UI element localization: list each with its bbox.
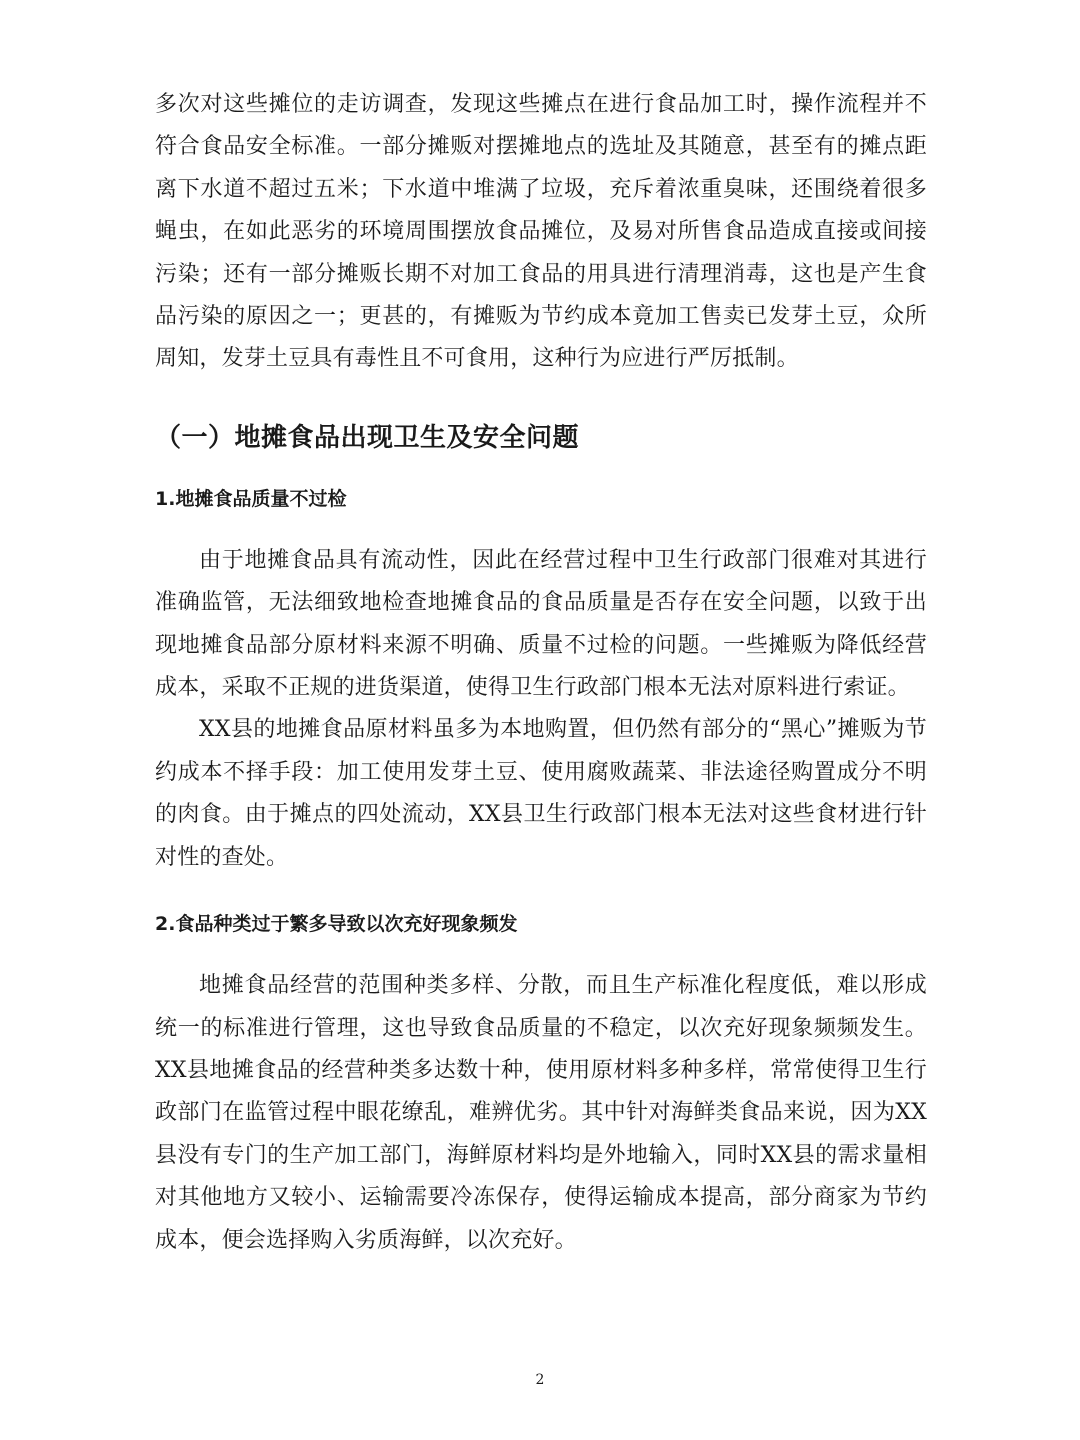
subsection-heading-1: 1.地摊食品质量不过检	[155, 487, 347, 510]
section-heading: （一）地摊食品出现卫生及安全问题	[155, 422, 580, 453]
page-number: 2	[535, 1372, 545, 1388]
subsection-heading-2: 2.食品种类过于繁多导致以次充好现象频发	[155, 913, 518, 936]
subsection-1-paragraph-1: 由于地摊食品具有流动性，因此在经营过程中卫生行政部门很难对其进行准确监管，无法细致地检查地摊食品的食品质量是否存在安全问题，以致于出现地摊食品部分原材料来源不明确、质量不过检的问题。一些摊贩为降低经营成本，采取不正规的进货渠道，使得卫生行政部门根本无法对原料进行索证。	[155, 547, 927, 701]
subsection-2-paragraph-1: 地摊食品经营的范围种类多样、分散，而且生产标准化程度低，难以形成统一的标准进行管理，这也导致食品质量的不稳定，以次充好现象频频发生。XX县地摊食品的经营种类多达数十种，使用原材料多种多样，常常使得卫生行政部门在监管过程中眼花缭乱，难辨优劣。其中针对海鲜类食品来说，因为XX县没有专门的生产加工部门，海鲜原材料均是外地输入，同时XX县的需求量相对其他地方又较小、运输需要冷冻保存，使得运输成本提高，部分商家为节约成本，便会选择购入劣质海鲜，以次充好。	[155, 973, 927, 1253]
subsection-1-paragraph-2: XX县的地摊食品原材料虽多为本地购置，但仍然有部分的“黑心”摊贩为节约成本不择手段：加工使用发芽土豆、使用腐败蔬菜、非法途径购置成分不明的肉食。由于摊点的四处流动，XX县卫生行政部门根本无法对这些食材进行针对性的查处。	[155, 717, 927, 870]
intro-paragraph: 多次对这些摊位的走访调查，发现这些摊点在进行食品加工时，操作流程并不符合食品安全标准。一部分摊贩对摆摊地点的选址及其随意，甚至有的摊点距离下水道不超过五米；下水道中堆满了垃圾，充斥着浓重臭味，还围绕着很多蝇虫，在如此恶劣的环境周围摆放食品摊位，及易对所售食品造成直接或间接污染；还有一部分摊贩长期不对加工食品的用具进行清理消毒，这也是产生食品污染的原因之一；更甚的，有摊贩为节约成本竟加工售卖已发芽土豆，众所周知，发芽土豆具有毒性且不可食用，这种行为应进行严厉抵制。	[155, 92, 927, 372]
page-body	[155, 84, 927, 1262]
